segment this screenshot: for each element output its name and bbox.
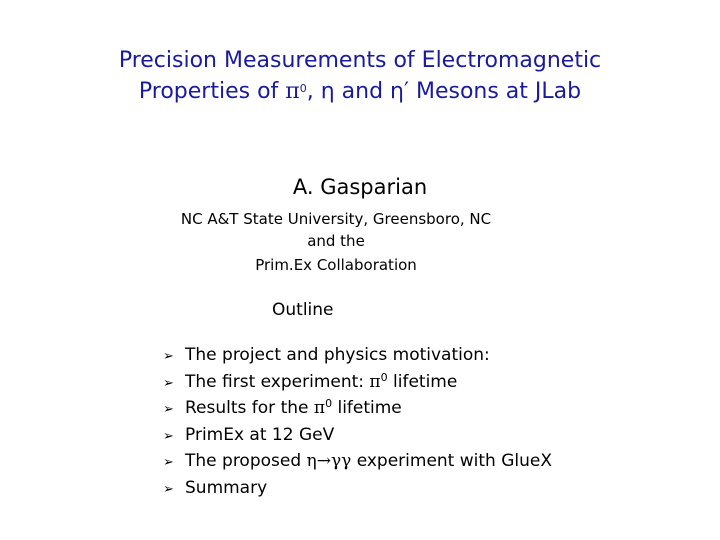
affiliation-line-3: Prim.Ex Collaboration [255, 256, 417, 274]
affiliation-line-2: and the [307, 232, 365, 250]
outline-item [163, 423, 552, 450]
pi-symbol: π [369, 371, 381, 392]
affiliation-line-1: NC A&T State University, Greensboro, NC [180, 210, 492, 228]
outline-item-text: PrimEx at 12 GeV [185, 424, 335, 445]
pi-symbol: π [313, 398, 326, 419]
outline-item-text: The proposed [185, 451, 307, 472]
outline-item [163, 343, 552, 370]
outline-heading: Outline [272, 300, 334, 320]
outline-item-tail: experiment with GlueX [351, 451, 552, 472]
arrow-bullet-icon: ➢ [163, 375, 174, 391]
outline-item [163, 396, 552, 423]
outline-item-text: Summary [185, 477, 268, 498]
slide-title-line-2 [0, 77, 720, 107]
arrow-bullet-icon: ➢ [163, 349, 174, 364]
pi-symbol: π [285, 79, 300, 104]
title-prefix: Properties of [138, 79, 286, 104]
arrow-bullet-icon: ➢ [163, 481, 174, 497]
title-suffix: , η and η′ Mesons at JLab [306, 79, 582, 104]
arrow-bullet-icon: ➢ [163, 402, 174, 418]
outline-item-tail: lifetime [387, 371, 458, 392]
arrow-bullet-icon: ➢ [163, 455, 174, 471]
outline-item [163, 476, 552, 503]
pi-superscript: 0 [325, 397, 333, 411]
pi-superscript: 0 [380, 370, 388, 384]
eta-decay-symbol: η→γγ [306, 451, 352, 472]
outline-item-tail: lifetime [332, 398, 402, 419]
author-name: A. Gasparian [292, 175, 428, 199]
slide-title-line-1: Precision Measurements of Electromagnetic [118, 48, 602, 73]
outline-item [163, 370, 552, 397]
outline-item-text: Results for the [185, 398, 314, 419]
arrow-bullet-icon: ➢ [163, 428, 174, 444]
outline-item [163, 449, 552, 476]
outline-item-text: The project and physics motivation: [185, 345, 490, 365]
pi-superscript: 0 [299, 82, 307, 95]
outline-item-text: The first experiment: [185, 371, 370, 392]
outline-list [163, 343, 552, 503]
